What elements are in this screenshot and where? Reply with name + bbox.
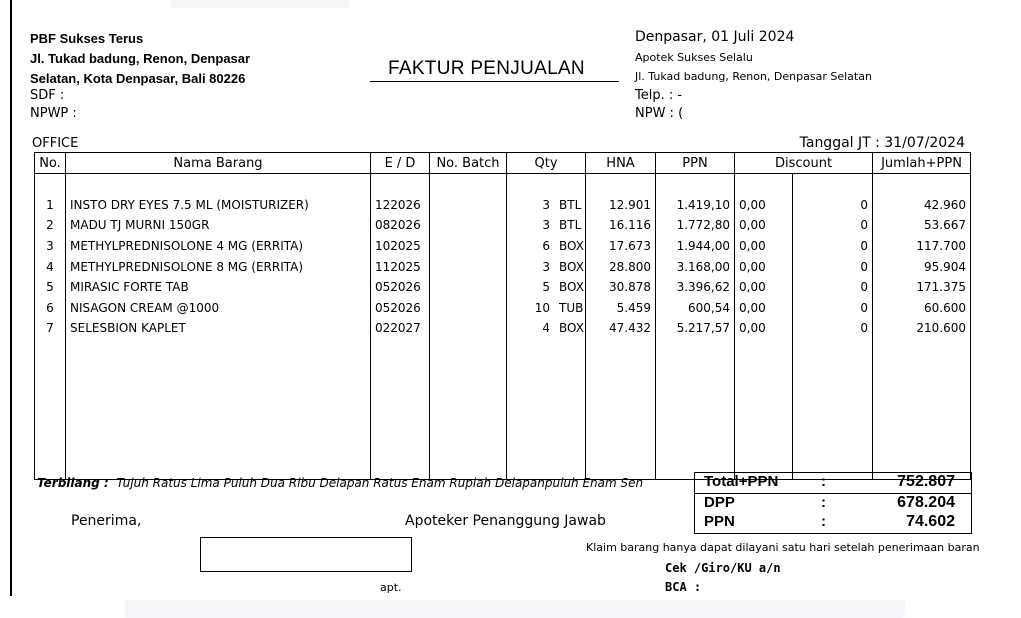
dpp-colon: : — [821, 494, 826, 511]
header-batch: No. Batch — [430, 153, 507, 174]
row-total: 95.904 — [873, 256, 971, 277]
total-colon: : — [821, 473, 826, 490]
background-blur-top — [170, 0, 350, 8]
row-unit: BTL — [559, 197, 582, 212]
header-qty: Qty — [507, 153, 586, 174]
row-ed: 082026 — [371, 215, 430, 236]
row-disc-pct: 0,00 — [735, 256, 793, 277]
seller-address-line1: Jl. Tukad badung, Renon, Denpasar — [30, 51, 251, 66]
table-row — [35, 215, 971, 236]
table-row — [35, 277, 971, 298]
seller-name: PBF Sukses Terus — [30, 31, 144, 46]
row-no: 2 — [35, 215, 66, 236]
row-disc-pct: 0,00 — [735, 318, 793, 339]
row-unit: BTL — [559, 218, 582, 233]
row-ppn: 5.217,57 — [656, 318, 735, 339]
row-ed: 112025 — [371, 256, 430, 277]
row-qty: 3 — [542, 259, 550, 274]
row-ed: 122026 — [371, 195, 430, 216]
ppn-colon: : — [821, 513, 826, 530]
row-name: MIRASIC FORTE TAB — [66, 277, 371, 298]
row-no: 3 — [35, 236, 66, 257]
row-name: METHYLPREDNISOLONE 8 MG (ERRITA) — [66, 256, 371, 277]
header-no: No. — [35, 153, 66, 174]
header-discount: Discount — [735, 153, 873, 174]
row-ppn: 3.396,62 — [656, 277, 735, 298]
row-batch — [430, 195, 507, 216]
office-label: OFFICE — [32, 136, 79, 151]
npwp-label: NPWP : — [30, 106, 77, 121]
row-batch — [430, 236, 507, 257]
row-disc-pct: 0,00 — [735, 236, 793, 257]
row-ed: 022027 — [371, 318, 430, 339]
row-ppn: 1.944,00 — [656, 236, 735, 257]
signature-box — [200, 537, 412, 572]
row-name: METHYLPREDNISOLONE 4 MG (ERRITA) — [66, 236, 371, 257]
row-hna: 17.673 — [586, 236, 656, 257]
row-batch — [430, 277, 507, 298]
row-total: 117.700 — [873, 236, 971, 257]
items-table — [34, 152, 971, 480]
row-ppn: 1.419,10 — [656, 195, 735, 216]
dpp-row — [695, 494, 971, 513]
row-unit: BOX — [559, 259, 584, 274]
table-row — [35, 236, 971, 257]
dpp-label: DPP — [704, 494, 735, 511]
total-ppn-row — [695, 473, 971, 492]
row-unit: BOX — [559, 239, 584, 254]
header-jumlah-ppn: Jumlah+PPN — [873, 153, 971, 174]
row-disc-amt: 0 — [793, 256, 873, 277]
row-ppn: 3.168,00 — [656, 256, 735, 277]
row-qty: 10 — [534, 300, 550, 315]
row-disc-amt: 0 — [793, 318, 873, 339]
row-name: SELESBION KAPLET — [66, 318, 371, 339]
row-name: MADU TJ MURNI 150GR — [66, 215, 371, 236]
buyer-name: Apotek Sukses Selalu — [635, 51, 753, 64]
row-ppn: 1.772,80 — [656, 215, 735, 236]
row-disc-amt: 0 — [793, 277, 873, 298]
place-date: Denpasar, 01 Juli 2024 — [635, 29, 795, 45]
terbilang-row — [37, 476, 643, 490]
table-row — [35, 318, 971, 339]
row-hna: 16.116 — [586, 215, 656, 236]
row-hna: 28.800 — [586, 256, 656, 277]
row-batch — [430, 256, 507, 277]
table-empty-space — [35, 339, 971, 480]
row-disc-amt: 0 — [793, 195, 873, 216]
total-value: 752.807 — [897, 473, 955, 490]
row-qty: 4 — [542, 321, 550, 336]
buyer-npwp: NPW : ( — [635, 106, 684, 121]
sdf-label: SDF : — [30, 88, 65, 103]
row-unit: TUB — [559, 300, 584, 315]
terbilang-label: Terbilang : — [37, 476, 109, 490]
buyer-telp: Telp. : - — [635, 88, 683, 103]
claim-note: Klaim barang hanya dapat dilayani satu hari setelah penerimaan baran — [586, 541, 980, 554]
row-qty: 6 — [542, 239, 550, 254]
row-name: INSTO DRY EYES 7.5 ML (MOISTURIZER) — [66, 195, 371, 216]
row-disc-amt: 0 — [793, 236, 873, 257]
row-batch — [430, 298, 507, 319]
seller-address-line2: Selatan, Kota Denpasar, Bali 80226 — [30, 71, 246, 86]
row-disc-pct: 0,00 — [735, 195, 793, 216]
page-left-border — [10, 0, 12, 596]
row-qty: 3 — [542, 218, 550, 233]
buyer-address: Jl. Tukad badung, Renon, Denpasar Selatan — [635, 70, 872, 83]
row-total: 53.667 — [873, 215, 971, 236]
header-nama-barang: Nama Barang — [66, 153, 371, 174]
table-row — [35, 298, 971, 319]
dpp-value: 678.204 — [897, 494, 955, 511]
row-total: 42.960 — [873, 195, 971, 216]
receiver-label: Penerima, — [71, 513, 142, 529]
row-hna: 12.901 — [586, 195, 656, 216]
terbilang-text: Tujuh Ratus Lima Puluh Dua Ribu Delapan Ratus Enam Rupiah Delapanpuluh Enam Sen — [116, 476, 644, 490]
pharmacist-label: Apoteker Penanggung Jawab — [405, 513, 606, 529]
row-total: 171.375 — [873, 277, 971, 298]
table-row — [35, 195, 971, 216]
ppn-label: PPN — [704, 513, 735, 530]
table-header-row — [35, 153, 971, 174]
row-disc-pct: 0,00 — [735, 215, 793, 236]
row-hna: 5.459 — [586, 298, 656, 319]
row-total: 60.600 — [873, 298, 971, 319]
due-date: Tanggal JT : 31/07/2024 — [799, 135, 965, 151]
header-ppn: PPN — [656, 153, 735, 174]
row-ed: 052026 — [371, 298, 430, 319]
header-ed: E / D — [371, 153, 430, 174]
row-no: 1 — [35, 195, 66, 216]
row-ed: 102025 — [371, 236, 430, 257]
row-no: 5 — [35, 277, 66, 298]
document-title: FAKTUR PENJUALAN — [388, 58, 585, 79]
payment-note: Cek /Giro/KU a/n — [665, 561, 781, 575]
row-batch — [430, 215, 507, 236]
apt-label: apt. — [380, 581, 402, 594]
background-blur-bottom — [125, 600, 905, 618]
row-unit: BOX — [559, 321, 584, 336]
total-label: Total+PPN — [704, 473, 779, 490]
ppn-row — [695, 513, 971, 532]
row-batch — [430, 318, 507, 339]
row-no: 4 — [35, 256, 66, 277]
row-no: 6 — [35, 298, 66, 319]
row-hna: 47.432 — [586, 318, 656, 339]
header-hna: HNA — [586, 153, 656, 174]
row-disc-amt: 0 — [793, 298, 873, 319]
row-qty: 5 — [542, 280, 550, 295]
row-name: NISAGON CREAM @1000 — [66, 298, 371, 319]
row-hna: 30.878 — [586, 277, 656, 298]
row-disc-pct: 0,00 — [735, 298, 793, 319]
bank-note: BCA : — [665, 580, 702, 594]
row-disc-amt: 0 — [793, 215, 873, 236]
table-row — [35, 256, 971, 277]
row-no: 7 — [35, 318, 66, 339]
row-total: 210.600 — [873, 318, 971, 339]
row-ed: 052026 — [371, 277, 430, 298]
row-disc-pct: 0,00 — [735, 277, 793, 298]
ppn-value: 74.602 — [906, 513, 955, 530]
totals-box — [694, 472, 972, 534]
title-underline — [370, 81, 619, 82]
row-ppn: 600,54 — [656, 298, 735, 319]
row-unit: BOX — [559, 280, 584, 295]
row-qty: 3 — [542, 197, 550, 212]
